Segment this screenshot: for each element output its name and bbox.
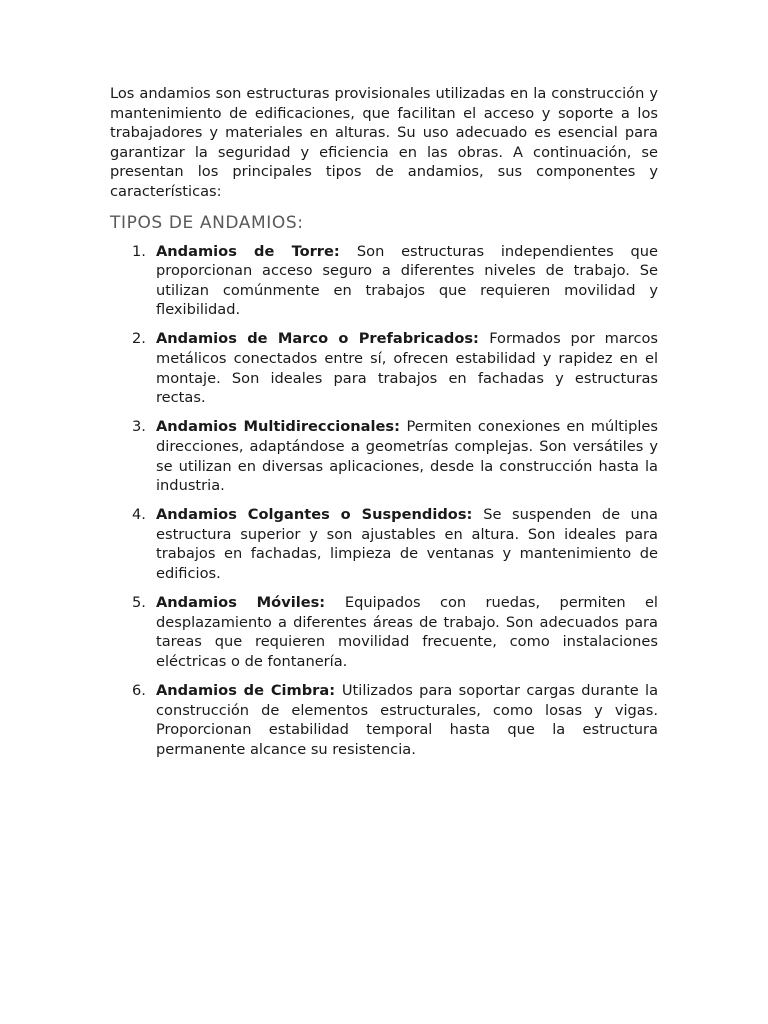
list-item-description: Se suspenden de una estructura superior y son ajustables en altura. Son ideales para trabajos en fachadas, limpieza de ventanas y mantenimiento de edificios. <box>156 506 658 582</box>
list-item-title: Andamios Multidireccionales: <box>156 418 407 436</box>
list-item-title: Andamios de Marco o Prefabricados: <box>156 330 490 348</box>
list-item <box>110 681 658 759</box>
list-item-number: 4. <box>132 506 146 524</box>
list-item-number: 5. <box>132 594 146 612</box>
list-item-title: Andamios de Cimbra: <box>156 681 342 699</box>
intro-paragraph: Los andamios son estructuras provisionales utilizadas en la construcción y mantenimiento de edificaciones, que facilitan el acceso y soporte a los trabajadores y materiales en alturas. Su uso adecuado es esencial para garantizar la seguridad y eficiencia en las obras. A continuación, se presentan los principales tipos de andamios, sus componentes y características: <box>110 85 658 200</box>
list-item-number: 6. <box>132 681 146 699</box>
list-item-title: Andamios de Torre: <box>156 242 357 260</box>
document-page <box>110 84 658 769</box>
list-item <box>110 417 658 495</box>
list-item-title: Andamios Móviles: <box>156 594 345 612</box>
list-item-number: 3. <box>132 418 146 436</box>
list-item-description: Son estructuras independientes que proporcionan acceso seguro a diferentes niveles de trabajo. Se utilizan comúnmente en trabajos que requieren movilidad y flexibilidad. <box>156 242 658 319</box>
list-item-description: Formados por marcos metálicos conectados entre sí, ofrecen estabilidad y rapidez en el montaje. Son ideales para trabajos en fachadas y estructuras rectas. <box>156 330 659 407</box>
list-item-number: 1. <box>132 242 146 260</box>
scaffold-types-list <box>110 242 658 760</box>
list-item-description: Equipados con ruedas, permiten el desplazamiento a diferentes áreas de trabajo. Son adecuados para tareas que requieren movilidad frecuente, como instalaciones eléctricas o de fontanería. <box>156 594 658 670</box>
list-item <box>110 329 658 407</box>
list-item <box>110 593 658 671</box>
list-item <box>110 505 658 583</box>
list-item <box>110 242 658 320</box>
list-item-description: Permiten conexiones en múltiples direcciones, adaptándose a geometrías complejas. Son versátiles y se utilizan en diversas aplicaciones, desde la construcción hasta la industria. <box>156 418 658 495</box>
list-item-description: Utilizados para soportar cargas durante la construcción de elementos estructurales, como losas y vigas. Proporcionan estabilidad temporal hasta que la estructura permanente alcance su resistencia. <box>156 681 659 758</box>
list-item-number: 2. <box>132 330 146 348</box>
section-heading: TIPOS DE ANDAMIOS: <box>110 212 304 233</box>
list-item-title: Andamios Colgantes o Suspendidos: <box>156 506 484 524</box>
